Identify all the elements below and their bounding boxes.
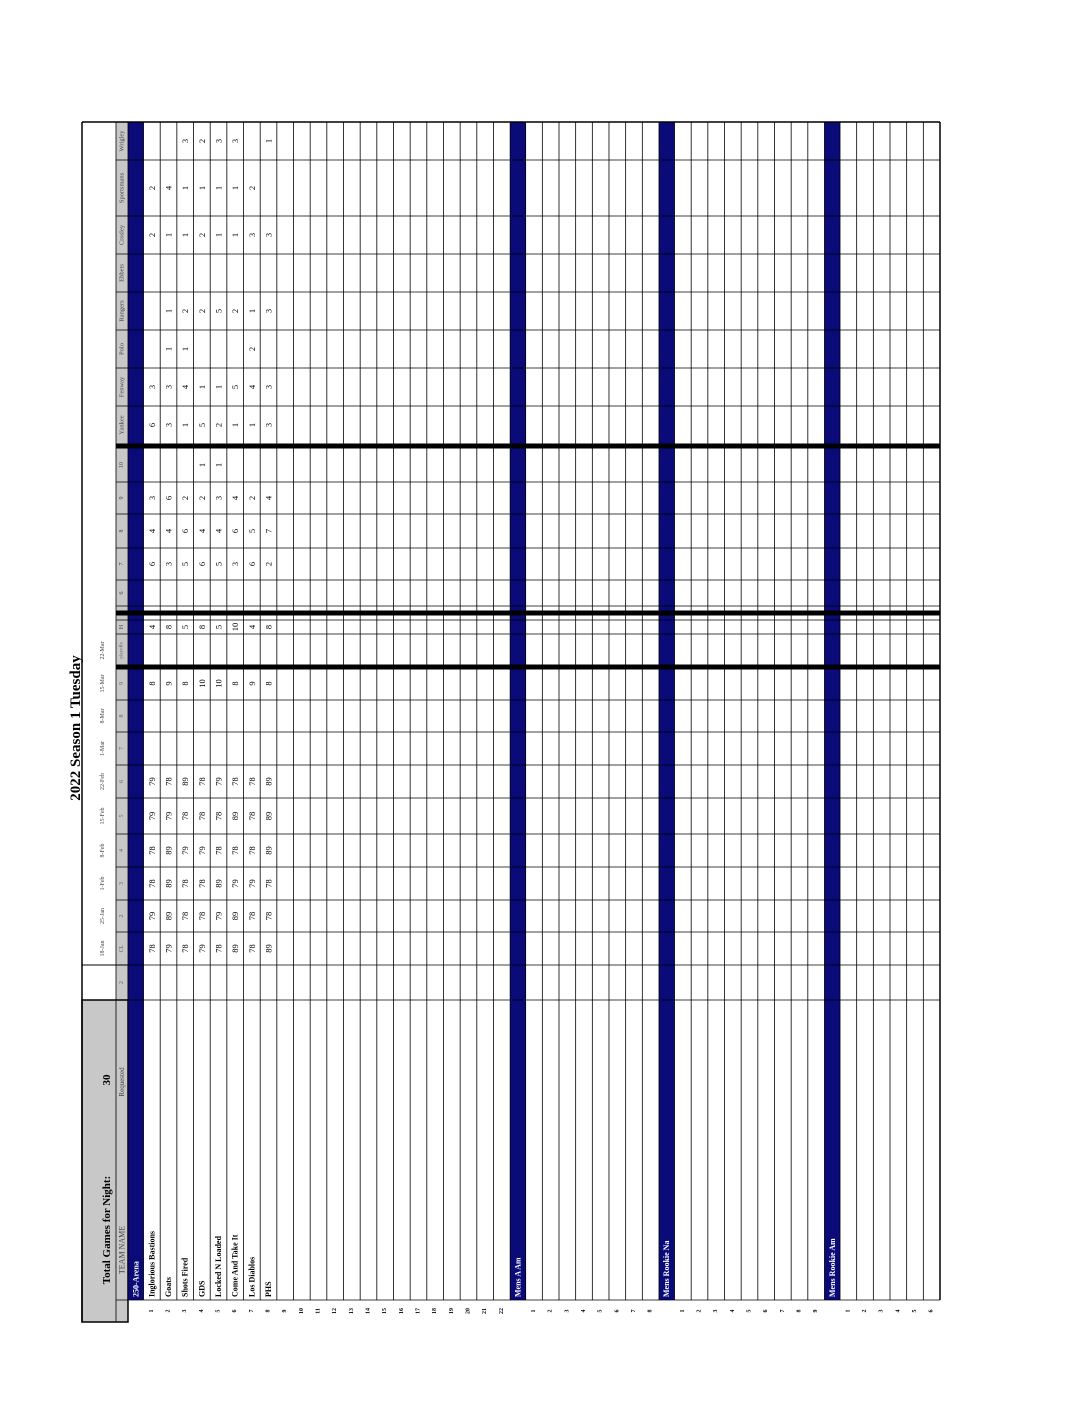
game-cell: 89 <box>180 777 191 786</box>
row-number: 9 <box>282 1309 289 1313</box>
section-band <box>510 122 526 1300</box>
row-number: 22 <box>498 1308 505 1314</box>
row-number: 3 <box>713 1309 720 1313</box>
home-count-cell: 5 <box>180 624 191 630</box>
game-date-header: 8-Mar <box>100 708 106 724</box>
game-cell: 78 <box>180 944 191 953</box>
rink-header: Rangers <box>118 300 126 322</box>
time-slot-cell: 2 <box>180 495 191 501</box>
row-number: 12 <box>332 1308 339 1314</box>
rink-cell: 2 <box>246 346 257 352</box>
rink-cell: 2 <box>196 138 207 144</box>
section-name: Mens Rookie Na <box>662 1240 672 1297</box>
game-cell: 89 <box>213 879 224 888</box>
game-cell: 89 <box>263 811 274 821</box>
game-cell: 89 <box>230 911 241 921</box>
row-number: 5 <box>215 1309 222 1313</box>
rink-cell: 3 <box>163 384 174 390</box>
rink-cell: 2 <box>180 308 191 314</box>
rink-cell: 1 <box>230 185 241 191</box>
section-name: 250-Arena <box>131 1261 141 1297</box>
time-slot-header: 6 <box>119 591 125 595</box>
time-slot-cell: 2 <box>246 495 257 501</box>
section-band <box>824 122 840 1300</box>
game-cell: 78 <box>246 777 257 786</box>
row-number: 10 <box>298 1308 305 1314</box>
rink-cell: 5 <box>230 384 241 390</box>
home-header: H <box>119 624 125 630</box>
visitor-count-cell: 5 <box>196 610 207 616</box>
visitor-count-cell: 5 <box>263 610 274 616</box>
game-cell: 78 <box>213 846 224 855</box>
game-date-header: 1-Feb <box>100 876 106 891</box>
rink-header: Sportsmans <box>118 172 126 204</box>
game-cell: 79 <box>196 846 207 855</box>
game-cell: 78 <box>246 911 257 921</box>
rink-cell: 4 <box>180 384 191 390</box>
row-number: 6 <box>614 1309 621 1313</box>
row-number: 15 <box>382 1308 389 1314</box>
time-slot-cell: 4 <box>263 495 274 501</box>
time-slot-cell: 3 <box>146 495 157 501</box>
row-number: 21 <box>482 1308 489 1314</box>
game-cell: 78 <box>263 879 274 888</box>
game-number-header: 9 <box>119 682 125 685</box>
rink-header: Crosley <box>118 224 126 246</box>
time-slot-cell: 4 <box>163 528 174 534</box>
game-cell: 9 <box>246 681 257 686</box>
game-cell: 78 <box>246 811 257 821</box>
team-name: Los Diablos <box>247 1256 257 1297</box>
rink-cell: 1 <box>213 384 224 390</box>
game-number-header: 3 <box>119 882 125 885</box>
game-cell: 8 <box>230 681 241 686</box>
team-name: Inglorious Bastions <box>147 1230 157 1297</box>
rink-cell: 3 <box>263 232 274 238</box>
row-number: 6 <box>232 1309 239 1313</box>
row-number: 20 <box>465 1308 472 1314</box>
time-slot-cell: 6 <box>146 561 157 567</box>
game-cell: 79 <box>163 811 174 821</box>
game-cell: 78 <box>196 911 207 921</box>
time-slot-cell: 2 <box>196 495 207 501</box>
game-cell: 78 <box>213 944 224 953</box>
home-count-cell: 8 <box>263 624 274 630</box>
game-cell: 89 <box>263 944 274 953</box>
rink-cell: 2 <box>146 185 157 191</box>
rink-cell: 3 <box>180 138 191 144</box>
rink-cell: 5 <box>196 422 207 428</box>
time-slot-cell: 6 <box>246 561 257 567</box>
rink-header: Ebbets <box>118 264 126 282</box>
game-cell: 10 <box>196 679 207 688</box>
game-cell: 8 <box>146 681 157 686</box>
rink-cell: 3 <box>263 422 274 428</box>
row-number: 6 <box>928 1309 935 1313</box>
visitor-count-cell: 8 <box>213 610 224 616</box>
row-number: 5 <box>912 1309 919 1313</box>
game-cell: 78 <box>180 911 191 921</box>
game-cell: 78 <box>246 846 257 855</box>
game-date-header: 22-Mar <box>100 641 106 660</box>
row-number: 3 <box>878 1309 885 1313</box>
total-games-value: 30 <box>101 1074 113 1086</box>
game-date-header: 1-Mar <box>100 741 106 756</box>
time-slot-header: 8 <box>119 529 125 533</box>
rink-header: Polo <box>118 343 126 355</box>
game-cell: 9 <box>163 681 174 686</box>
game-cell: 89 <box>263 777 274 786</box>
game-cell: 79 <box>146 777 157 786</box>
time-slot-cell: 2 <box>263 561 274 567</box>
thick-divider <box>116 444 940 449</box>
rink-cell: 1 <box>196 185 207 191</box>
row-number: 5 <box>597 1309 604 1313</box>
rink-cell: 1 <box>196 384 207 390</box>
game-cell: 89 <box>230 944 241 953</box>
section-name: Mens Rookie Am <box>827 1238 837 1297</box>
game-date-header: 25-Jan <box>100 908 106 924</box>
row-number: 2 <box>862 1309 869 1313</box>
team-name: Goats <box>164 1277 174 1297</box>
time-slot-cell: 5 <box>180 561 191 567</box>
row-number: 8 <box>796 1309 803 1313</box>
game-cell: 79 <box>230 879 241 888</box>
game-number-header: 8 <box>119 714 125 718</box>
time-slot-cell: 1 <box>213 462 224 468</box>
row-number: 4 <box>895 1309 902 1313</box>
rink-cell: 3 <box>213 138 224 144</box>
game-number-header: 5 <box>119 814 125 818</box>
game-number-header: 6 <box>119 780 125 783</box>
game-cell: 89 <box>163 879 174 888</box>
rink-cell: 4 <box>246 384 257 390</box>
time-slot-cell: 3 <box>163 561 174 567</box>
time-slot-cell: 1 <box>196 462 207 468</box>
time-slot-cell: 6 <box>196 561 207 567</box>
row-number: 11 <box>315 1308 322 1314</box>
rink-cell: 2 <box>146 232 157 238</box>
home-count-cell: 5 <box>213 624 224 630</box>
row-number: 8 <box>265 1309 272 1313</box>
visitor-count-cell: 8 <box>180 610 191 616</box>
rink-cell: 1 <box>230 422 241 428</box>
rink-cell: 1 <box>163 308 174 314</box>
section-band <box>128 122 144 1300</box>
row-number: 3 <box>564 1309 571 1313</box>
game-cell: 78 <box>230 846 241 855</box>
game-number-header: 2 <box>119 914 125 918</box>
page-title: 2022 Season 1 Tuesday <box>68 655 84 801</box>
row-number: 8 <box>647 1309 654 1313</box>
rink-cell: 2 <box>213 422 224 428</box>
game-cell: 78 <box>196 811 207 821</box>
game-number-header: CL <box>119 944 125 953</box>
rink-header: Yankee <box>118 415 126 435</box>
time-slot-cell: 5 <box>246 528 257 534</box>
game-cell: 78 <box>146 879 157 888</box>
home-count-cell: 10 <box>230 622 241 632</box>
visitor-count-cell: 3 <box>230 610 241 616</box>
rink-cell: 1 <box>180 185 191 191</box>
row-number: 2 <box>165 1309 172 1313</box>
game-cell: 89 <box>230 811 241 821</box>
rink-cell: 1 <box>213 185 224 191</box>
game-number-header: 4 <box>119 849 125 852</box>
row-number: 9 <box>813 1309 820 1313</box>
team-name-header: TEAM NAME <box>117 1225 127 1275</box>
game-cell: 79 <box>213 777 224 786</box>
time-slot-header: 7 <box>119 562 125 566</box>
team-name: GDS <box>197 1280 207 1297</box>
game-cell: 78 <box>246 944 257 953</box>
rink-cell: 3 <box>230 138 241 144</box>
row-number: 1 <box>679 1309 686 1313</box>
game-cell: 78 <box>196 777 207 786</box>
game-cell: 8 <box>180 681 191 686</box>
visitor-count-cell: 5 <box>163 610 174 616</box>
game-number-header: 7 <box>119 747 125 750</box>
thick-divider <box>116 665 940 670</box>
game-cell: 78 <box>263 911 274 921</box>
team-name: Locked N Loaded <box>214 1236 224 1297</box>
game-cell: 78 <box>146 846 157 855</box>
game-date-header: 15-Feb <box>100 807 106 825</box>
time-slot-cell: 7 <box>263 528 274 534</box>
game-date-header: 8-Feb <box>100 843 106 858</box>
time-slot-cell: 5 <box>213 561 224 567</box>
game-cell: 89 <box>163 846 174 855</box>
row-number: 1 <box>845 1309 852 1313</box>
rink-cell: 1 <box>180 422 191 428</box>
game-cell: 10 <box>213 679 224 688</box>
game-cell: 79 <box>213 911 224 921</box>
rink-cell: 1 <box>230 232 241 238</box>
row-number: 4 <box>729 1309 736 1313</box>
game-cell: 8 <box>263 681 274 686</box>
requested-header: Requested <box>118 1067 126 1097</box>
total-games-label: Total Games for Night: <box>101 1175 113 1285</box>
rink-cell: 1 <box>213 232 224 238</box>
game-cell: 78 <box>213 811 224 821</box>
visitor-count-cell: 9 <box>146 610 157 616</box>
rink-cell: 5 <box>213 308 224 314</box>
rink-header: Fenway <box>118 376 126 398</box>
game-cell: 79 <box>196 944 207 953</box>
game-cell: 78 <box>163 777 174 786</box>
game-date-header: 22-Feb <box>100 773 106 790</box>
game-cell: 78 <box>230 777 241 786</box>
rink-cell: 2 <box>196 308 207 314</box>
time-slot-cell: 4 <box>196 528 207 534</box>
rink-cell: 3 <box>146 384 157 390</box>
rink-cell: 1 <box>180 346 191 352</box>
rink-cell: 3 <box>263 384 274 390</box>
rink-cell: 3 <box>163 422 174 428</box>
game-cell: 78 <box>146 944 157 953</box>
time-slot-cell: 6 <box>163 495 174 501</box>
game-cell: 79 <box>180 846 191 855</box>
row-number: 1 <box>148 1309 155 1313</box>
visitor-count-cell: 9 <box>246 610 257 616</box>
rink-cell: 1 <box>163 232 174 238</box>
game-cell: 78 <box>180 879 191 888</box>
game-cell: 78 <box>196 879 207 888</box>
rink-cell: 1 <box>263 138 274 144</box>
rink-cell: 2 <box>196 232 207 238</box>
section-band <box>659 122 675 1300</box>
game-number-header: playoffs <box>119 642 125 659</box>
rink-cell: 1 <box>246 422 257 428</box>
row-number: 3 <box>182 1309 189 1313</box>
team-name: Come And Take It <box>230 1234 240 1297</box>
rink-cell: 6 <box>146 422 157 428</box>
rink-cell: 2 <box>246 185 257 191</box>
time-slot-cell: 6 <box>230 528 241 534</box>
time-slot-cell: 3 <box>230 561 241 567</box>
schedule-table <box>82 122 940 1322</box>
requested-subheader: 2 <box>119 981 125 984</box>
rink-cell: 3 <box>263 308 274 314</box>
section-name: Mens A Am <box>513 1257 523 1297</box>
row-number: 14 <box>365 1308 372 1314</box>
row-number: 7 <box>248 1309 255 1313</box>
row-number: 16 <box>398 1308 405 1314</box>
row-number: 6 <box>763 1309 770 1313</box>
row-number: 17 <box>415 1308 422 1314</box>
rink-cell: 4 <box>163 185 174 191</box>
row-number: 7 <box>779 1309 786 1313</box>
rink-cell: 2 <box>230 308 241 314</box>
row-number: 2 <box>547 1309 554 1313</box>
row-number: 13 <box>348 1308 355 1314</box>
rink-cell: 1 <box>163 346 174 352</box>
row-number: 1 <box>531 1309 537 1313</box>
rink-cell: 3 <box>246 232 257 238</box>
rink-header: Wrigley <box>118 130 126 152</box>
home-count-cell: 8 <box>163 624 174 630</box>
game-date-header: 15-Mar <box>100 674 106 693</box>
home-count-cell: 4 <box>246 624 257 630</box>
time-slot-header: 9 <box>119 496 125 500</box>
time-slot-cell: 6 <box>180 528 191 534</box>
game-cell: 79 <box>146 811 157 821</box>
time-slot-cell: 4 <box>213 528 224 534</box>
row-number: 18 <box>432 1308 439 1314</box>
row-number: 4 <box>198 1309 205 1313</box>
game-cell: 89 <box>163 911 174 921</box>
home-count-cell: 4 <box>146 624 157 630</box>
game-cell: 79 <box>146 911 157 921</box>
team-name: Shots Fired <box>180 1257 190 1297</box>
game-cell: 78 <box>180 811 191 821</box>
rink-cell: 1 <box>246 308 257 314</box>
game-date-header: 18-Jan <box>100 940 106 957</box>
team-name: PHS <box>264 1281 274 1297</box>
row-number: 19 <box>448 1308 455 1314</box>
time-slot-cell: 4 <box>230 495 241 501</box>
home-count-cell: 8 <box>196 624 207 630</box>
row-number: 7 <box>630 1309 637 1313</box>
game-cell: 89 <box>263 846 274 855</box>
row-number: 2 <box>696 1309 703 1313</box>
time-slot-cell: 4 <box>146 528 157 534</box>
row-number: 5 <box>746 1309 753 1313</box>
game-cell: 79 <box>163 944 174 953</box>
game-cell: 79 <box>246 879 257 888</box>
time-slot-header: 10 <box>119 462 125 468</box>
rink-cell: 1 <box>180 232 191 238</box>
time-slot-cell: 3 <box>213 495 224 501</box>
row-number: 4 <box>580 1309 587 1313</box>
